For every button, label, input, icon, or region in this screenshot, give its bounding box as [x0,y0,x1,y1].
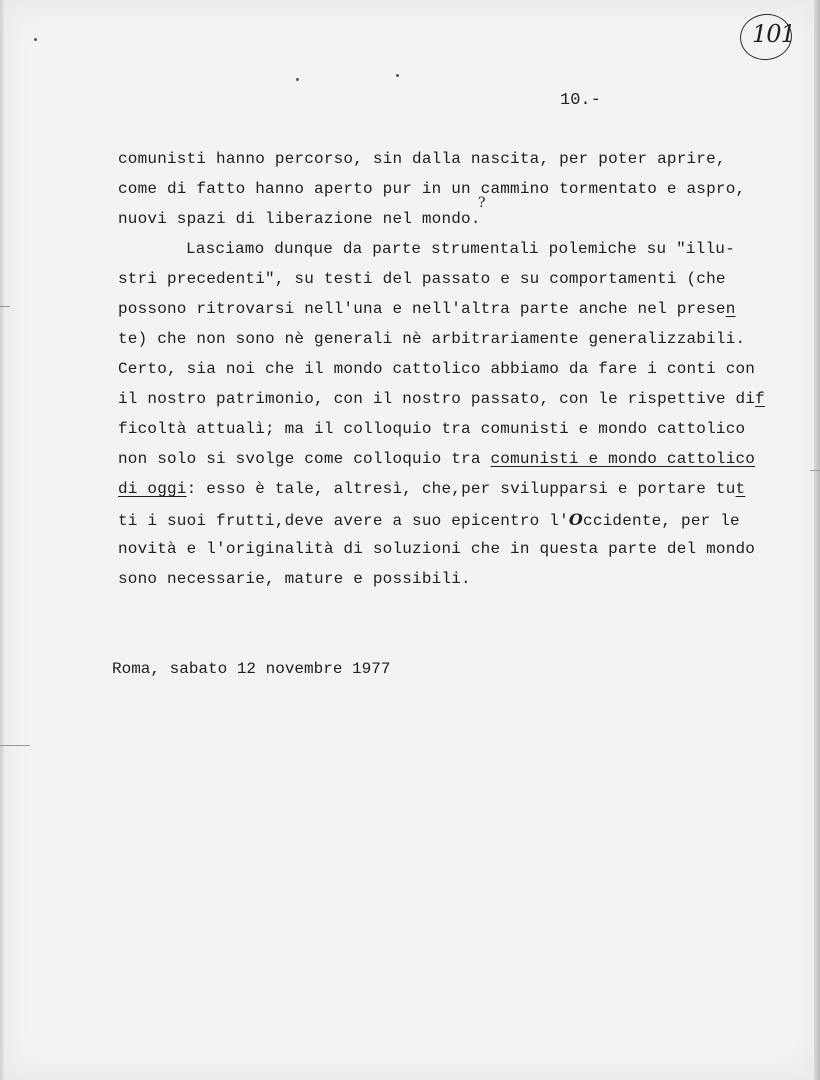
speck-mark [34,38,37,41]
page-right-edge [814,0,820,1080]
margin-mark [0,745,30,746]
text-line: Lasciamo dunque da parte strumentali polemiche su "illu- [186,240,735,258]
text-line: te) che non sono nè generali nè arbitrariamente generalizzabili. [118,330,746,348]
text-segment: possono ritrovarsi nell'una e nell'altra parte anche nel prese [118,300,726,318]
text-line [118,300,736,318]
text-line [118,480,745,498]
text-segment: non solo si svolge come colloquio tra [118,450,491,468]
speck-mark [296,78,299,81]
text-line [118,450,755,468]
handwritten-question-mark: ? [478,195,486,211]
text-line: sono necessarie, mature e possibili. [118,570,471,588]
underlined-letter: n [725,300,736,318]
margin-mark [810,470,820,471]
page-number: 10.- [560,91,601,110]
text-line: ficoltà attualì; ma il colloquio tra comunisti e mondo cattolico [118,420,746,438]
text-line: come di fatto hanno aperto pur in un cammino tormentato e aspro, [118,180,746,198]
page-left-edge [0,0,4,1080]
text-line [118,510,740,530]
text-line: Certo, sia noi che il mondo cattolico abbiamo da fare i conti con [118,360,756,378]
text-line: comunisti hanno percorso, sin dalla nascita, per poter aprire, [118,150,726,168]
underlined-phrase: comunisti e mondo cattolico [490,450,756,468]
text-segment: il nostro patrimonio, con il nostro passato, con le rispettive di [118,390,756,408]
text-segment: ccidente, per le [583,512,740,530]
underlined-phrase: di oggi [118,480,187,498]
place-date-signoff: Roma, sabato 12 novembre 1977 [112,660,391,678]
speck-mark [396,74,399,77]
handwritten-capital-o: O [568,510,584,529]
text-line: stri precedenti", su testi del passato e su comportamenti (che [118,270,726,288]
margin-mark [0,306,10,307]
underlined-letter: t [735,480,746,498]
text-line [118,390,765,408]
text-line: novità e l'originalità di soluzioni che in questa parte del mondo [118,540,756,558]
page-stamp-number: 101 [752,20,795,48]
underlined-letter: f [755,390,765,408]
text-segment: : esso è tale, altresì, che,per svilupparsi e portare tu [186,480,736,498]
text-segment: ti i suoi frutti,deve avere a suo epicentro l' [118,512,569,530]
text-line: nuovi spazi di liberazione nel mondo. [118,210,481,228]
